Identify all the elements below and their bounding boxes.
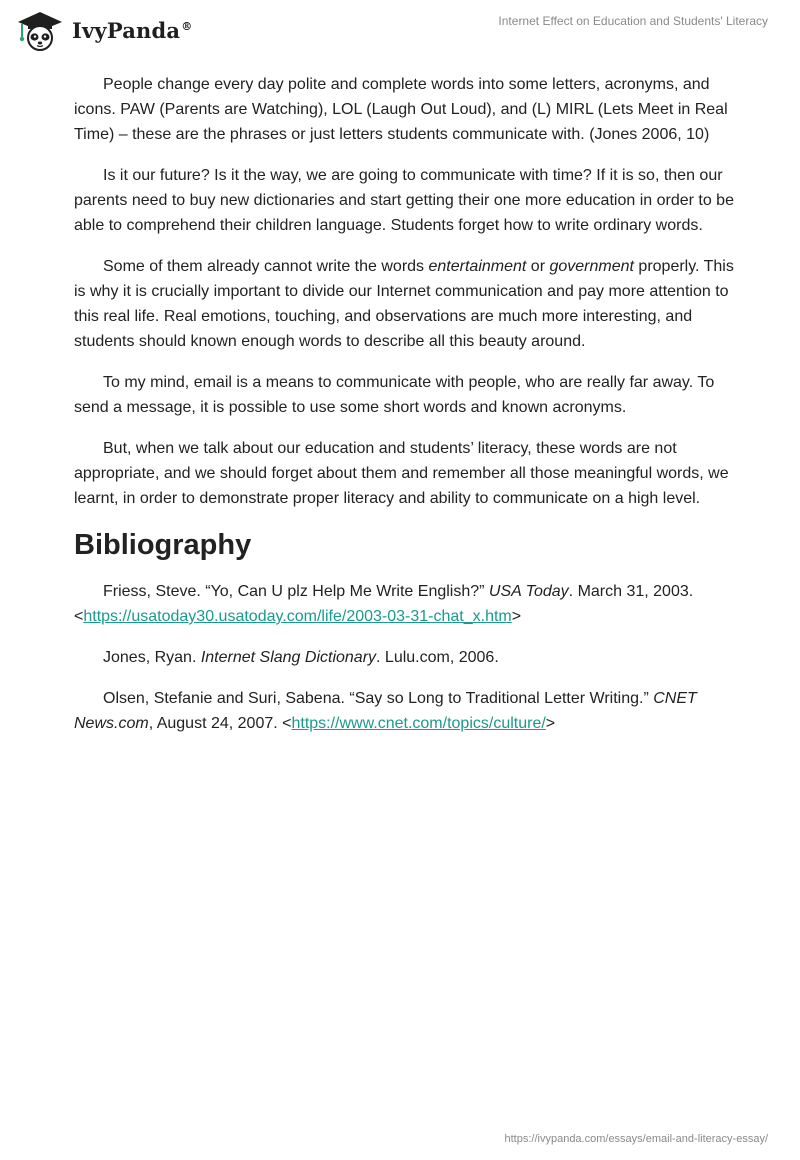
bibliography-entry: Friess, Steve. “Yo, Can U plz Help Me Write English?” USA Today. March 31, 2003. <https://usatoday30.usatoday.com/life/2003-03-31-chat_x.htm>	[74, 583, 694, 625]
source-url: https://ivypanda.com/essays/email-and-literacy-essay/	[504, 1133, 768, 1145]
bibliography-entry: Jones, Ryan. Internet Slang Dictionary. Lulu.com, 2006.	[103, 649, 499, 666]
paragraph-5: But, when we talk about our education and students’ literacy, these words are not appropriate, and we should forget about them and remember all those meaningful words, we learnt, in order to demonstrate proper literacy and ability to communicate on a high level.	[74, 440, 729, 507]
bibliography-link[interactable]: https://www.cnet.com/topics/culture/	[291, 715, 546, 732]
page-header	[0, 0, 800, 60]
panda-graduate-icon	[14, 8, 66, 52]
essay-content	[74, 72, 734, 752]
ivypanda-logo[interactable]	[14, 8, 192, 52]
paragraph-1: People change every day polite and complete words into some letters, acronyms, and icons. PAW (Parents are Watching), LOL (Laugh Out Loud), and (L) MIRL (Lets Meet in Real Time) – these are the phrases or just letters students communicate with. (Jones 2006, 10)	[74, 76, 728, 143]
paragraph-2: Is it our future? Is it the way, we are going to communicate with time? If it is so, then our parents need to buy new dictionaries and start getting their one more education in order to be able to comprehend their children language. Students forget how to write ordinary words.	[74, 167, 734, 234]
paragraph-4: To my mind, email is a means to communicate with people, who are really far away. To send a message, it is possible to use some short words and known acronyms.	[74, 374, 715, 416]
bibliography-entry: Olsen, Stefanie and Suri, Sabena. “Say so Long to Traditional Letter Writing.” CNET News.com, August 24, 2007. <https://www.cnet.com/topics/culture/>	[74, 690, 697, 732]
document-title: Internet Effect on Education and Students' Literacy	[498, 14, 768, 28]
bibliography-heading: Bibliography	[74, 529, 252, 561]
paragraph-3: Some of them already cannot write the words entertainment or government properly. This is why it is crucially important to divide our Internet communication and pay more attention to this real life. Real emotions, touching, and observations are much more interesting, and students should known enough words to describe all this beauty around.	[74, 258, 734, 350]
brand-name: IvyPanda®	[72, 17, 193, 43]
bibliography-link[interactable]: https://usatoday30.usatoday.com/life/2003-03-31-chat_x.htm	[83, 608, 512, 625]
